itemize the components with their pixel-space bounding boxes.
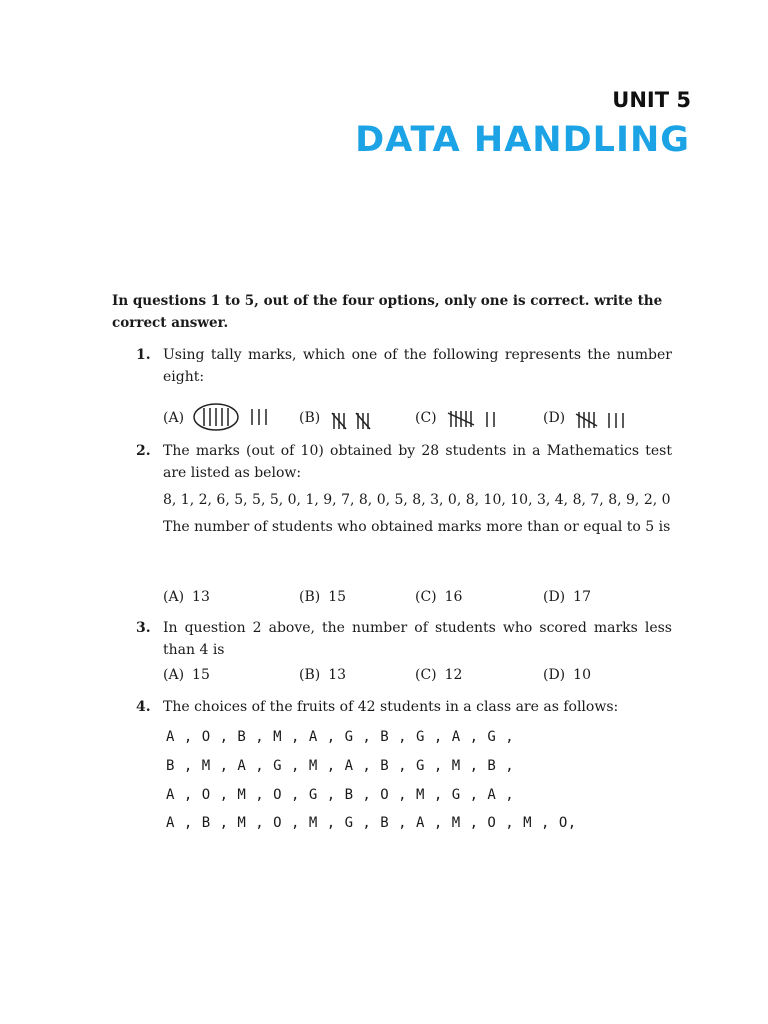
option-value: 16 (444, 589, 463, 605)
question-number: 1. (136, 347, 151, 363)
option-c[interactable] (415, 667, 462, 683)
option-b[interactable] (299, 589, 346, 605)
option-value: 13 (192, 589, 210, 605)
option-a[interactable] (163, 667, 210, 683)
option-d[interactable] (543, 589, 591, 605)
question-number: 4. (136, 699, 151, 715)
option-value: 10 (573, 667, 591, 683)
option-a[interactable] (163, 403, 282, 433)
option-b[interactable] (299, 403, 388, 433)
options-q1 (163, 403, 683, 427)
option-b[interactable] (299, 667, 346, 683)
option-label: (B) (299, 667, 321, 683)
option-label: (A) (163, 667, 185, 683)
tally-5-circled-plus-3-icon (192, 403, 282, 433)
option-c[interactable] (415, 589, 462, 605)
unit-title: DATA HANDLING (355, 120, 690, 160)
question-text: Using tally marks, which one of the following represents the number eight: (163, 347, 672, 385)
option-label: (C) (415, 589, 437, 605)
option-label: (A) (163, 410, 185, 426)
instructions: In questions 1 to 5, out of the four options, only one is correct. write the correct answer. (112, 293, 663, 331)
question-4 (136, 696, 672, 718)
question-number: 3. (136, 620, 151, 636)
marks-data: 8, 1, 2, 6, 5, 5, 5, 0, 1, 9, 7, 8, 0, 5, 8, 3, 0, 8, 10, 10, 3, 4, 8, 7, 8, 9, 2, 0 (163, 492, 671, 508)
question-1 (136, 344, 672, 388)
option-value: 12 (444, 667, 463, 683)
fruit-row: A , B , M , O , M , G , B , A , M , O , M , O, (166, 815, 577, 831)
option-label: (C) (415, 410, 437, 426)
fruit-row: A , O , B , M , A , G , B , G , A , G , (166, 729, 515, 745)
option-label: (D) (543, 410, 566, 426)
options-q3 (163, 667, 683, 691)
option-a[interactable] (163, 589, 210, 605)
option-value: 15 (192, 667, 210, 683)
option-label: (D) (543, 667, 566, 683)
question-text: The marks (out of 10) obtained by 28 students in a Mathematics test are listed as below: (163, 443, 672, 481)
option-c[interactable] (415, 403, 515, 433)
option-label: (B) (299, 589, 321, 605)
question-text: In question 2 above, the number of students who scored marks less than 4 is (163, 620, 672, 658)
option-label: (B) (299, 410, 321, 426)
option-d[interactable] (543, 403, 643, 433)
option-label: (D) (543, 589, 566, 605)
option-value: 13 (328, 667, 347, 683)
tally-5-crossed-plus-2-icon (445, 403, 515, 433)
question-number: 2. (136, 443, 151, 459)
option-value: 17 (573, 589, 591, 605)
question-2 (136, 440, 672, 538)
question-prompt: The number of students who obtained marks more than or equal to 5 is (163, 519, 671, 535)
question-3 (136, 617, 672, 661)
fruit-row: A , O , M , O , G , B , O , M , G , A , (166, 787, 515, 803)
option-d[interactable] (543, 667, 591, 683)
options-q2 (163, 589, 683, 613)
option-value: 15 (328, 589, 347, 605)
option-label: (A) (163, 589, 185, 605)
unit-label: UNIT 5 (612, 88, 691, 112)
fruit-row: B , M , A , G , M , A , B , G , M , B , (166, 758, 515, 774)
question-text: The choices of the fruits of 42 students in a class are as follows: (163, 699, 619, 715)
option-label: (C) (415, 667, 437, 683)
tally-4-crossed-pair-icon (328, 403, 388, 433)
tally-4-crossed-plus-3-icon (573, 403, 643, 433)
